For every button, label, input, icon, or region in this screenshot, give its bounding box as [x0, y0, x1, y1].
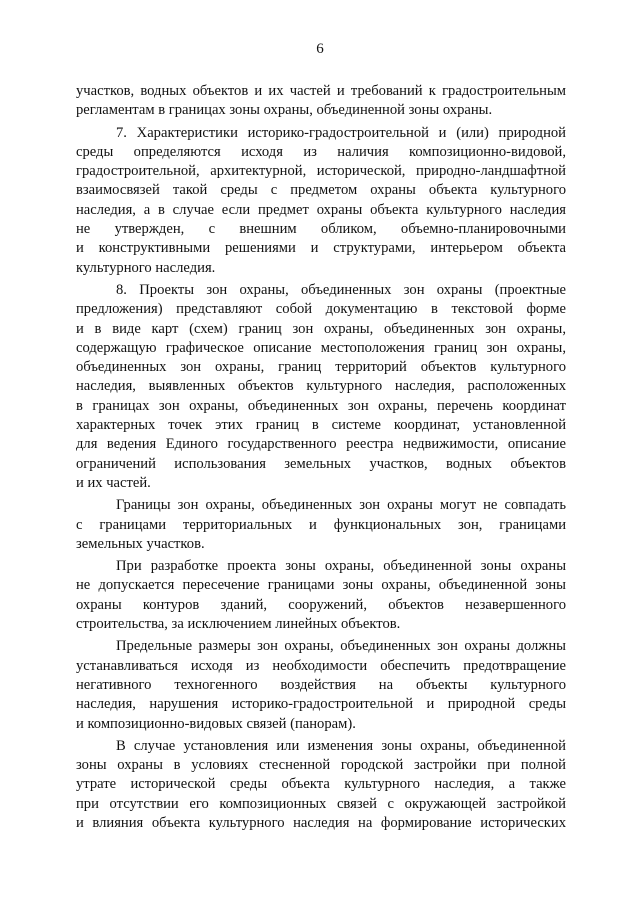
paragraph: [76, 124, 566, 278]
text-line: взаимосвязей такой среды с предметом охраны объекта культурного: [76, 182, 566, 199]
text-line: содержащую графическое описание местоположения границ зон охраны,: [76, 339, 566, 356]
text-line: 7. Характеристики историко-градостроительной и (или) природной: [116, 124, 566, 141]
text-line: среды определяются исходя из наличия композиционно-видовой,: [76, 143, 566, 160]
text-line: наследия, выявленных объектов культурного наследия, расположенных: [76, 378, 566, 395]
text-line: участков, водных объектов и их частей и требований к градостроительным: [76, 83, 566, 99]
text-line: земельных участков.: [76, 535, 205, 552]
paragraph: [76, 82, 566, 121]
text-line: и конструктивными решениями и структурами, интерьером объекта: [76, 240, 566, 257]
text-line: наследия, а в случае если предмет охраны объекта культурного наследия: [76, 201, 566, 218]
text-line: для ведения Единого государственного реестра недвижимости, описание: [76, 436, 566, 453]
text-line: объединенных зон охраны, границ территорий объектов культурного: [76, 359, 566, 376]
paragraph: [76, 496, 566, 554]
text-line: культурного наследия.: [76, 259, 216, 276]
text-line: и влияния объекта культурного наследия на формирование исторических: [76, 814, 566, 831]
text-line: Предельные размеры зон охраны, объединенных зон охраны должны: [116, 638, 566, 655]
text-line: В случае установления или изменения зоны охраны, объединенной: [116, 737, 566, 754]
text-line: и их частей.: [76, 474, 151, 491]
document-body: [76, 82, 566, 833]
paragraph: [76, 281, 566, 493]
text-line: негативного техногенного воздействия на объекты культурного: [76, 676, 566, 693]
text-line: Границы зон охраны, объединенных зон охраны могут не совпадать: [116, 497, 566, 514]
page-number: 6: [316, 41, 324, 57]
text-line: градостроительной, архитектурной, исторической, природно-ландшафтной: [76, 163, 566, 180]
text-line: в границах зон охраны, объединенных зон охраны, перечень координат: [76, 397, 566, 414]
text-line: с границами территориальных и функциональных зон, границами: [76, 516, 566, 533]
paragraph: [76, 637, 566, 733]
text-line: наследия, нарушения историко-градостроительной и природной среды: [76, 696, 566, 713]
text-line: зоны охраны в условиях стесненной городской застройки при полной: [76, 757, 566, 774]
text-line: не утвержден, с внешним обликом, объемно-планировочными: [76, 221, 566, 238]
text-line: При разработке проекта зоны охраны, объединенной зоны охраны: [116, 558, 566, 575]
text-line: 8. Проекты зон охраны, объединенных зон охраны (проектные: [116, 281, 566, 298]
text-line: утрате исторической среды объекта культурного наследия, а также: [76, 776, 566, 793]
text-line: характерных точек этих границ в системе координат, установленной: [76, 417, 566, 434]
text-line: регламентам в границах зоны охраны, объединенной зоны охраны.: [76, 102, 493, 119]
text-line: ограничений использования земельных участков, водных объектов: [76, 455, 566, 472]
paragraph: [76, 557, 566, 634]
text-line: не допускается пересечение границами зоны охраны, объединенной зоны: [76, 577, 566, 594]
text-line: строительства, за исключением линейных объектов.: [76, 616, 401, 633]
text-line: охраны контуров зданий, сооружений, объектов незавершенного: [76, 596, 566, 613]
text-line: и в виде карт (схем) границ зон охраны, объединенных зон охраны,: [76, 320, 566, 337]
text-line: предложения) представляют собой документацию в текстовой форме: [76, 301, 566, 318]
text-line: при отсутствии его композиционных связей с окружающей застройкой: [76, 795, 566, 812]
text-line: и композиционно-видовых связей (панорам).: [76, 715, 356, 732]
text-line: устанавливаться исходя из необходимости обеспечить предотвращение: [76, 657, 566, 674]
paragraph: [76, 737, 566, 833]
